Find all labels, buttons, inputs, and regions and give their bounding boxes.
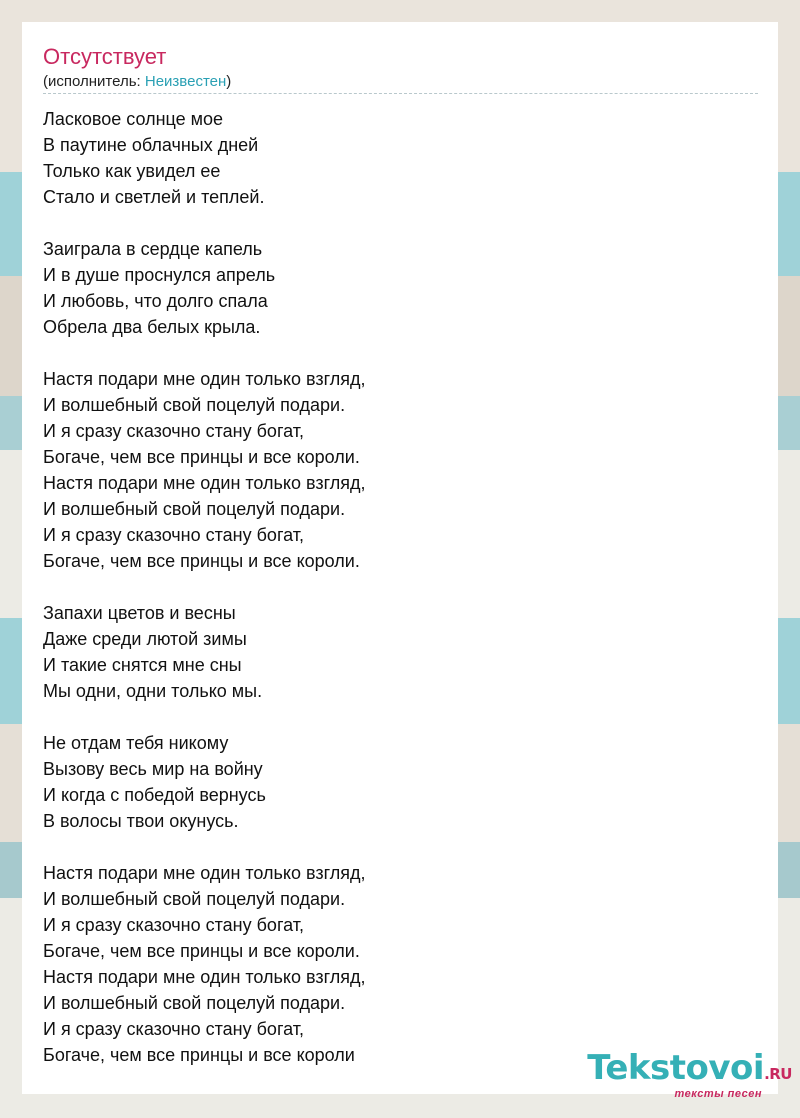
lyric-line: Настя подари мне один только взгляд, <box>43 369 366 389</box>
stanza <box>43 236 743 340</box>
logo-name: Tekstovoi <box>587 1048 765 1088</box>
lyric-line: Мы одни, одни только мы. <box>43 681 263 701</box>
stanza <box>43 730 743 834</box>
lyric-line: Заиграла в сердце капель <box>43 239 263 259</box>
lyric-line: Богаче, чем все принцы и все короли. <box>43 941 360 961</box>
lyric-line: Вызову весь мир на войну <box>43 759 263 779</box>
stanza <box>43 106 743 210</box>
site-logo[interactable] <box>587 1050 792 1100</box>
stanza <box>43 860 743 1068</box>
artist-line <box>43 73 231 91</box>
lyric-line: Богаче, чем все принцы и все короли. <box>43 551 360 571</box>
lyric-line: В волосы твои окунусь. <box>43 811 239 831</box>
lyric-line: Настя подари мне один только взгляд, <box>43 863 366 883</box>
lyric-line: И любовь, что долго спала <box>43 291 268 311</box>
title-divider <box>43 93 758 94</box>
lyric-line: Обрела два белых крыла. <box>43 317 261 337</box>
lyric-line: И волшебный свой поцелуй подари. <box>43 993 346 1013</box>
lyrics-body <box>43 106 743 1068</box>
lyric-line: Ласковое солнце мое <box>43 109 224 129</box>
lyric-line: Богаче, чем все принцы и все короли <box>43 1045 355 1065</box>
lyric-line: Не отдам тебя никому <box>43 733 229 753</box>
lyric-line: И волшебный свой поцелуй подари. <box>43 395 346 415</box>
artist-suffix: ) <box>226 73 232 90</box>
lyric-line: Даже среди лютой зимы <box>43 629 247 649</box>
lyric-line: Только как увидел ее <box>43 161 221 181</box>
lyric-line: И я сразу сказочно стану богат, <box>43 525 304 545</box>
stanza <box>43 366 743 574</box>
artist-prefix: (исполнитель: <box>43 73 145 90</box>
lyric-line: В паутине облачных дней <box>43 135 259 155</box>
logo-wordmark <box>587 1050 792 1092</box>
artist-link[interactable]: Неизвестен <box>144 73 227 90</box>
lyric-line: И я сразу сказочно стану богат, <box>43 421 304 441</box>
lyric-line: И в душе проснулся апрель <box>43 265 276 285</box>
lyric-line: И когда с победой вернусь <box>43 785 266 805</box>
lyric-line: Настя подари мне один только взгляд, <box>43 473 366 493</box>
lyric-line: Стало и светлей и теплей. <box>43 187 265 207</box>
logo-tagline: тексты песен <box>674 1088 762 1100</box>
lyric-line: Запахи цветов и весны <box>43 603 236 623</box>
lyric-line: И такие снятся мне сны <box>43 655 242 675</box>
lyric-line: И волшебный свой поцелуй подари. <box>43 889 346 909</box>
lyric-line: И я сразу сказочно стану богат, <box>43 1019 304 1039</box>
lyric-line: И волшебный свой поцелуй подари. <box>43 499 346 519</box>
song-title: Отсутствует <box>43 44 167 69</box>
logo-tld: .RU <box>764 1065 792 1083</box>
lyric-line: Богаче, чем все принцы и все короли. <box>43 447 360 467</box>
lyric-line: Настя подари мне один только взгляд, <box>43 967 366 987</box>
stanza <box>43 600 743 704</box>
lyric-line: И я сразу сказочно стану богат, <box>43 915 304 935</box>
lyrics-sheet <box>22 22 778 1094</box>
